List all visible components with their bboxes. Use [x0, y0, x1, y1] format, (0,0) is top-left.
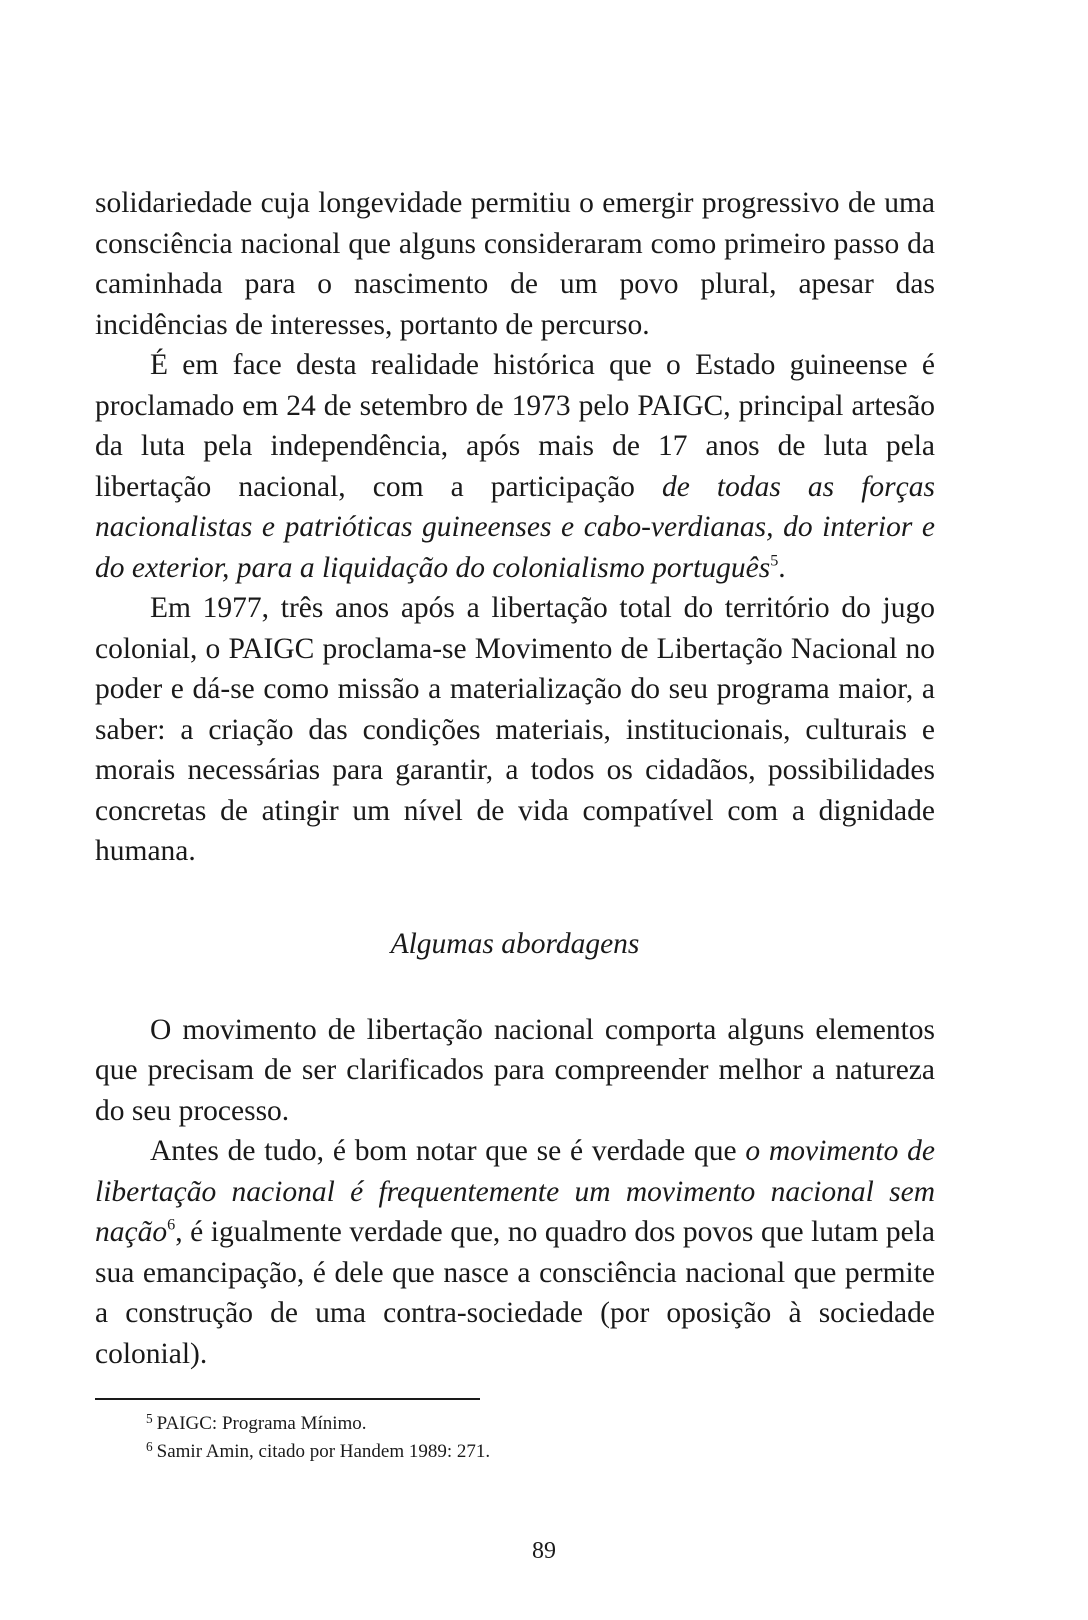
- paragraph-4: O movimento de libertação nacional comporta alguns elementos que precisam de ser clarificados para compreender melhor a natureza do seu processo.: [95, 1013, 935, 1127]
- paragraph-5-end: , é igualmente verdade que, no quadro dos povos que lutam pela sua emancipação, é dele que nasce a consciência nacional que permite a construção de uma contra-sociedade (por oposição à sociedade colonial).: [95, 1216, 935, 1370]
- footnote-ref-6[interactable]: 6: [167, 1215, 176, 1234]
- paragraph-5-quote: o movimento de libertação nacional é frequentemente um movimento nacional sem nação: [95, 1135, 935, 1248]
- paragraph-2-end: .: [778, 551, 786, 584]
- footnote-ref-5[interactable]: 5: [770, 551, 779, 570]
- footnote-5: [146, 1410, 846, 1438]
- paragraph-2: [95, 345, 935, 588]
- paragraph-5-start: Antes de tudo, é bom notar que se é verdade que: [150, 1135, 746, 1167]
- section-subheading: Algumas abordagens: [390, 927, 640, 960]
- paragraph-1: solidariedade cuja longevidade permitiu o emergir progressivo de uma consciência nacional que alguns consideraram como primeiro passo da caminhada para o nascimento de um povo plural, apesar das incidências de interesses, portanto de percurso.: [95, 187, 935, 341]
- page-number: 89: [532, 1538, 556, 1564]
- paragraph-5: [95, 1131, 935, 1374]
- footnote-number: 6: [146, 1439, 153, 1455]
- paragraph-2-text: É em face desta realidade histórica que o Estado guineense é proclamado em 24 de setembro de 1973 pelo PAIGC, principal artesão da luta pela independência, após mais de 17 anos de luta pela libertação nacional, com a participação: [95, 349, 935, 503]
- paragraph-3: Em 1977, três anos após a libertação total do território do jugo colonial, o PAIGC proclama-se Movimento de Libertação Nacional no poder e dá-se como missão a materialização do seu programa maior, a saber: a criação das condições materiais, institucionais, culturais e morais necessárias para garantir, a todos os cidadãos, possibilidades concretas de atingir um nível de vida compatível com a dignidade humana.: [95, 592, 935, 867]
- paragraph-2-quote: de todas as forças nacionalistas e patrióticas guineenses e cabo-verdianas, do interior e do exterior, para a liquidação do colonialismo português: [95, 470, 935, 584]
- footnotes: [146, 1410, 846, 1466]
- footnote-6: [146, 1438, 846, 1466]
- body-text: [95, 183, 935, 1374]
- footnote-text: Samir Amin, citado por Handem 1989: 271.: [156, 1441, 491, 1462]
- footnote-divider: [95, 1398, 480, 1400]
- footnote-number: 5: [146, 1411, 153, 1427]
- footnote-text: PAIGC: Programa Mínimo.: [156, 1413, 367, 1434]
